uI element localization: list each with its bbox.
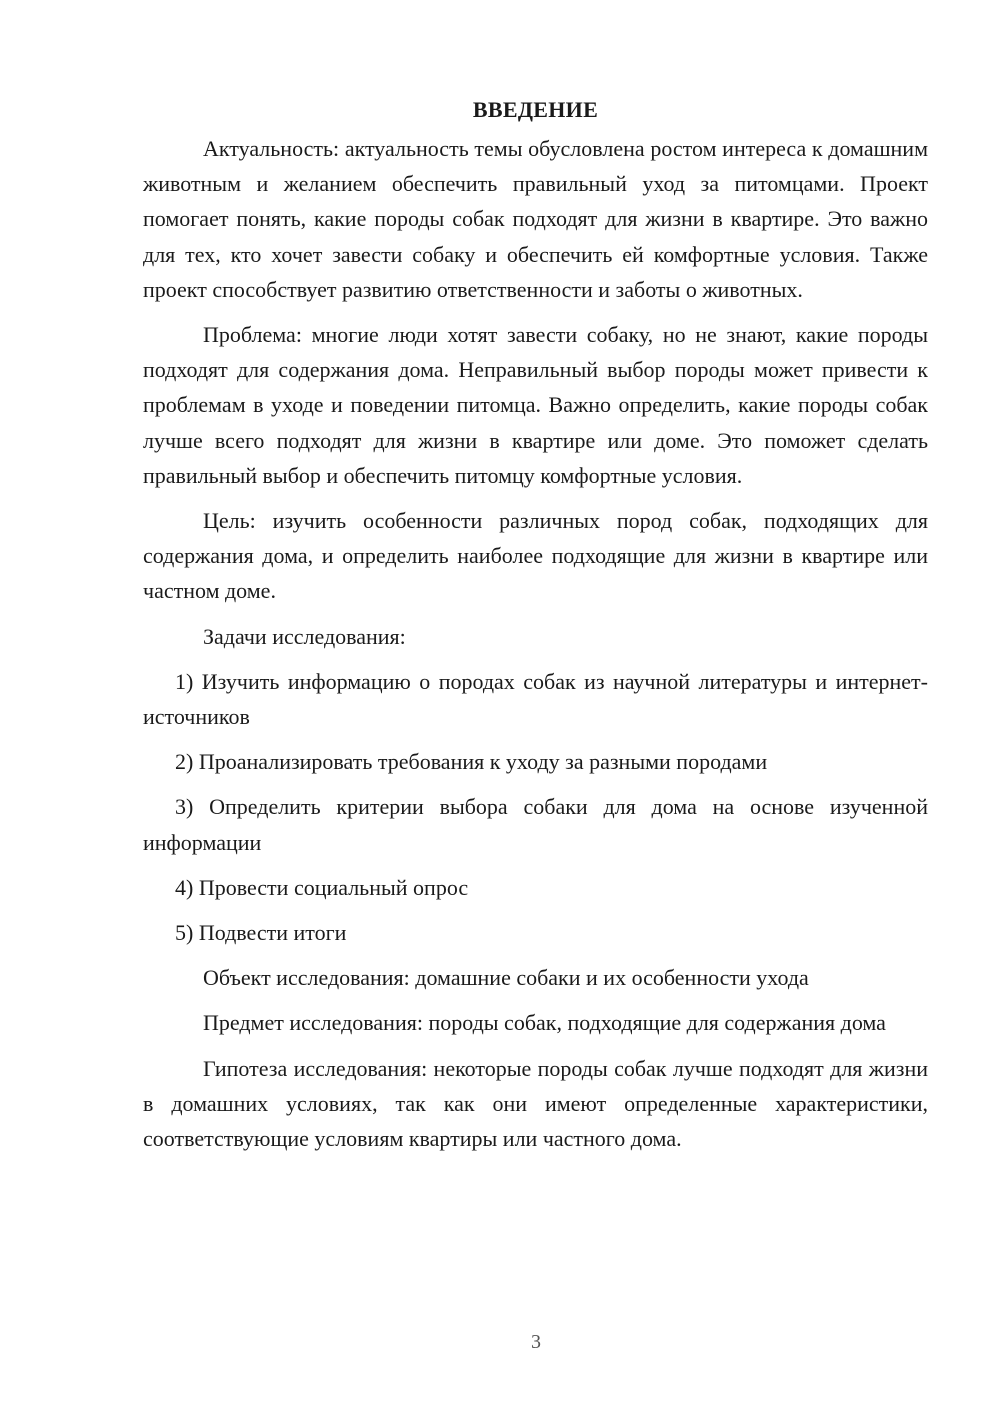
subject-paragraph: Предмет исследования: породы собак, подходящие для содержания дома [203,1010,886,1036]
section-heading: ВВЕДЕНИЕ [472,97,599,122]
problem-paragraph: Проблема: многие люди хотят завести собаку, но не знают, какие породы подходят для содержания дома. Неправильный выбор породы может привести к проблемам в уходе и поведении питомца. Важно определить, какие породы собак лучше всего подходят для жизни в квартире или доме. Это поможет сделать правильный выбор и обеспечить питомцу комфортные условия. [143,322,928,488]
document-page [143,92,928,1166]
tasks-title: Задачи исследования: [203,623,406,649]
task-item-5: 5) Подвести итоги [175,920,347,946]
relevance-paragraph: Актуальность: актуальность темы обусловлена ростом интереса к домашним животным и желанием обеспечить правильный уход за питомцами. Проект помогает понять, какие породы собак подходят для жизни в квартире. Это важно для тех, кто хочет завести собаку и обеспечить ей комфортные условия. Также проект способствует развитию ответственности и заботы о животных. [143,136,928,302]
task-item-1: 1) Изучить информацию о породах собак из научной литературы и интернет-источников [143,668,928,730]
goal-paragraph: Цель: изучить особенности различных пород собак, подходящих для содержания дома, и определить наиболее подходящие для жизни в квартире или частном доме. [143,508,928,604]
task-item-4: 4) Провести социальный опрос [175,874,469,900]
task-item-3: 3) Определить критерии выбора собаки для дома на основе изученной информации [143,794,928,855]
page-number: 3 [531,1331,541,1353]
object-paragraph: Объект исследования: домашние собаки и их особенности ухода [203,965,809,991]
task-item-2: 2) Проанализировать требования к уходу за разными породами [175,749,768,775]
hypothesis-paragraph: Гипотеза исследования: некоторые породы собак лучше подходят для жизни в домашних условиях, так как они имеют определенные характеристики, соответствующие условиям квартиры или частного дома. [143,1055,928,1152]
